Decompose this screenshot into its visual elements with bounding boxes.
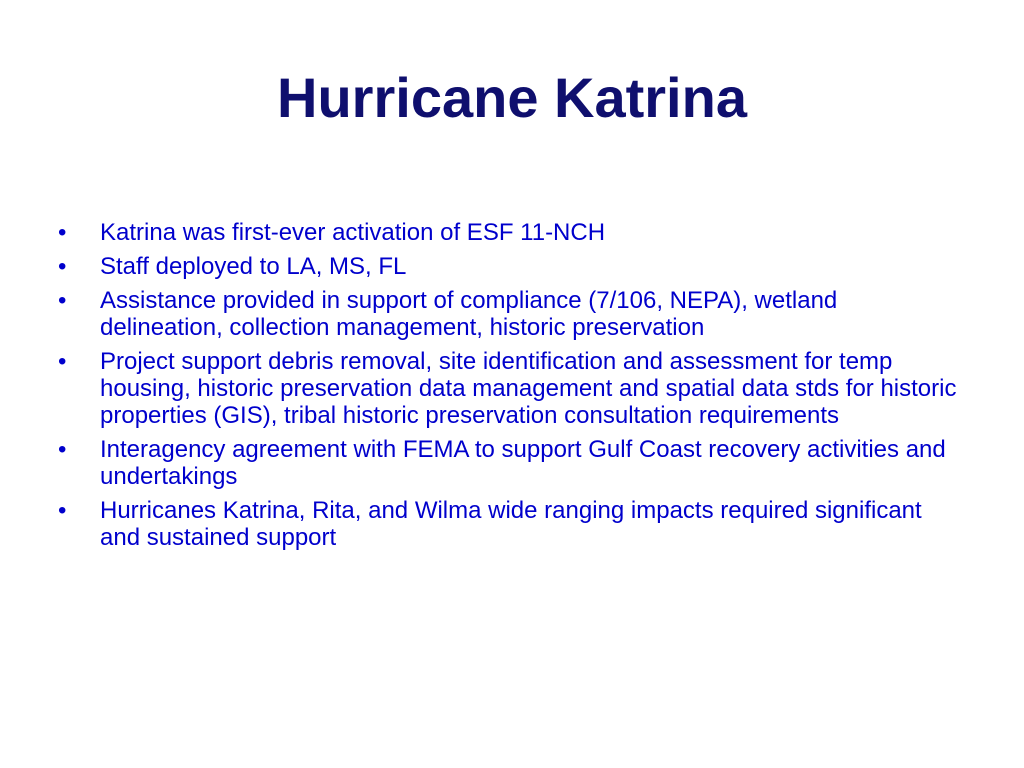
bullet-text: Assistance provided in support of compliance (7/106, NEPA), wetland delineation, collection management, historic preservation [100, 287, 838, 341]
bullet-item [58, 253, 958, 280]
bullet-item [58, 436, 958, 490]
slide-title: Hurricane Katrina [277, 66, 747, 129]
bullet-dot-icon: • [58, 287, 67, 314]
bullet-item [58, 497, 958, 551]
bullet-dot-icon: • [58, 436, 67, 463]
bullet-item [58, 287, 958, 341]
bullet-text: Hurricanes Katrina, Rita, and Wilma wide ranging impacts required significant and sustained support [100, 497, 922, 551]
bullet-text: Project support debris removal, site identification and assessment for temp housing, historic preservation data management and spatial data stds for historic properties (GIS), tribal historic preservation consultation requirements [100, 348, 957, 429]
bullet-text: Interagency agreement with FEMA to support Gulf Coast recovery activities and undertakings [100, 436, 946, 490]
bullet-dot-icon: • [58, 253, 67, 280]
bullet-text: Katrina was first-ever activation of ESF 11-NCH [100, 219, 606, 246]
bullet-list [58, 219, 958, 558]
bullet-dot-icon: • [58, 219, 67, 246]
bullet-dot-icon: • [58, 348, 67, 375]
bullet-item [58, 348, 958, 429]
bullet-item [58, 219, 958, 246]
bullet-text: Staff deployed to LA, MS, FL [100, 253, 407, 280]
bullet-dot-icon: • [58, 497, 67, 524]
